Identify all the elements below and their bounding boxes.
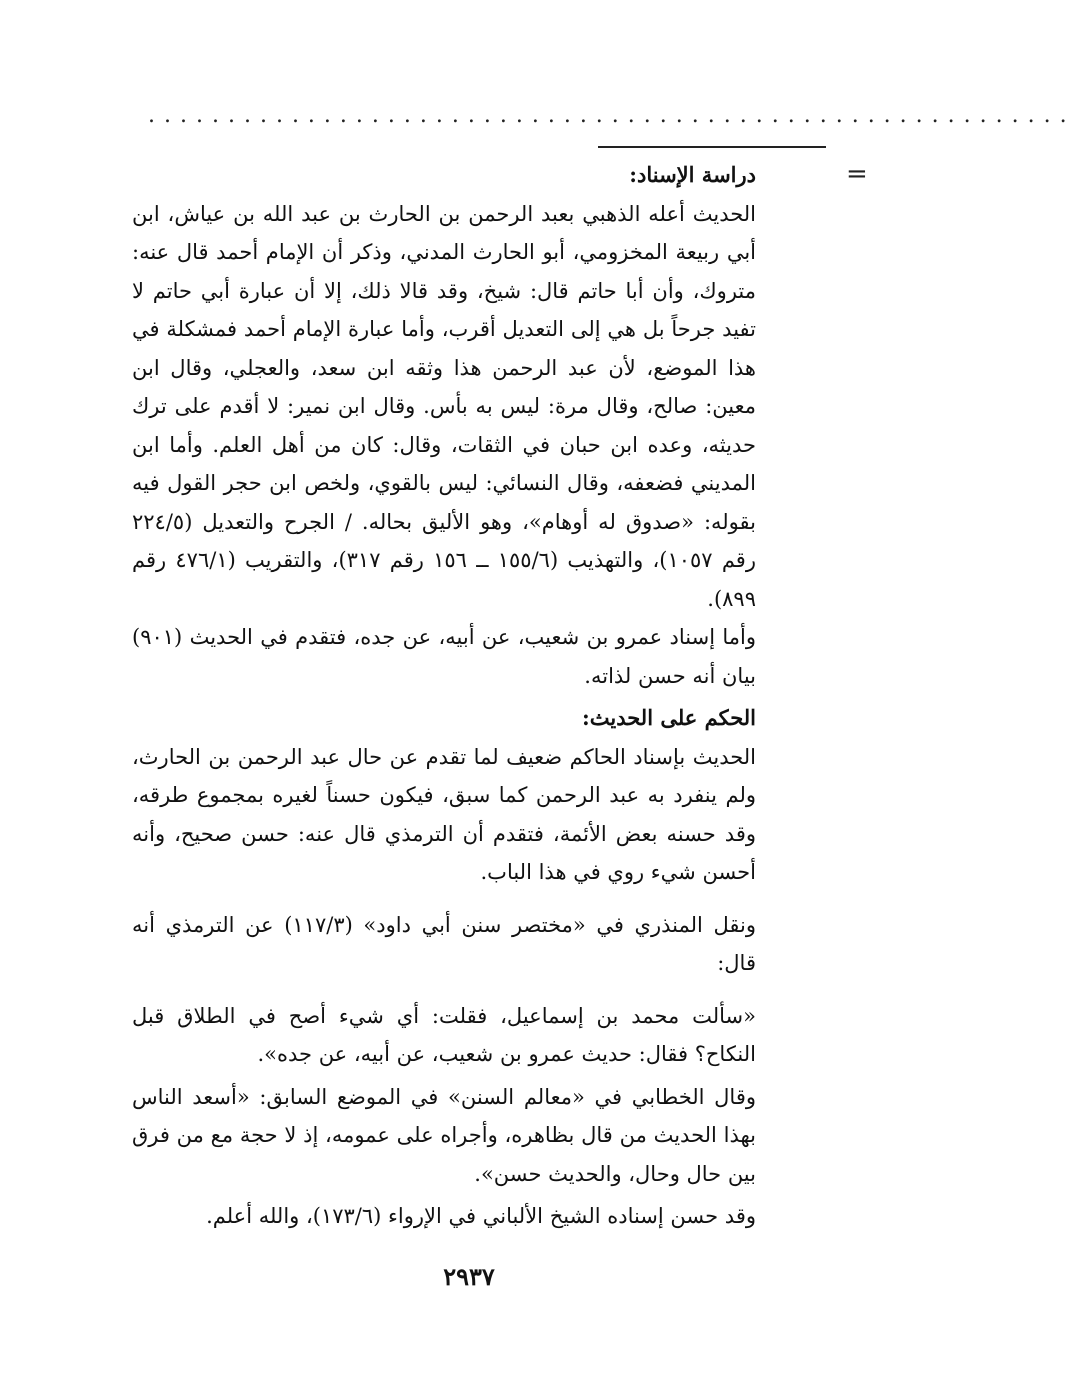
ruling-paragraph-3: «سألت محمد بن إسماعيل، فقلت: أي شيء أصح في الطلاق قبل النكاح؟ فقال: حديث عمرو بن شعيب، عن أبيه، عن جده». [132,1003,756,1066]
ruling-paragraph-4: وقال الخطابي في «معالم السنن» في الموضع السابق: «أسعد الناس بهذا الحديث من قال بظاهره، وأجراه على عمومه، إذ لا حجة مع من فرق بين حال وحال، والحديث حسن». [132,1084,756,1186]
ruling-paragraph-5: وقد حسن إسناده الشيخ الألباني في الإرواء (١٧٣/٦)، والله أعلم. [206,1204,756,1228]
ruling-paragraph-1: الحديث بإسناد الحاكم ضعيف لما تقدم عن حال عبد الرحمن بن الحارث، ولم ينفرد به عبد الرحمن كما سبق، فيكون حسناً لغيره بمجموع طرقه، وقد حسنه بعض الأئمة، فتقدم أن الترمذي قال عنه: حسن صحيح، وأنه أحسن شيء روي في هذا الباب. [132,744,756,884]
page-body [132,156,756,1236]
heading-rule [598,146,826,148]
section-heading-hadith-ruling: الحكم على الحديث: [582,705,756,730]
page-number: ٢٩٣٧ [443,1262,495,1291]
section-heading-isnad-study: دراسة الإسناد: [629,162,756,187]
isnad-paragraph-1: الحديث أعله الذهبي بعبد الرحمن بن الحارث بن عبد الله بن عياش، ابن أبي ربيعة المخزومي، أبو الحارث المدني، وذكر أن الإمام أحمد قال عنه: متروك، وأن أبا حاتم قال: شيخ، وقد قالا ذلك، إلا أن عبارة أبي حاتم لا تفيد جرحاً بل هي إلى التعديل أقرب، وأما عبارة الإمام أحمد فمشكلة في هذا الموضع، لأن عبد الرحمن هذا وثقه ابن سعد، والعجلي، وقال ابن معين: صالح، وقال مرة: ليس به بأس. وقال ابن نمير: لا أقدم على ترك حديثه، وعده ابن حبان في الثقات، وقال: كان من أهل العلم. وأما ابن المديني فضعفه، وقال النسائي: ليس بالقوي، ولخص ابن حجر القول فيه بقوله: «صدوق له أوهام»، وهو الأليق بحاله. / الجرح والتعديل (٢٢٤/٥ رقم ١٠٥٧)، والتهذيب (١٥٥/٦ ــ ١٥٦ رقم ٣١٧)، والتقريب (٤٧٦/١ رقم ٨٩٩). [132,201,756,611]
top-dotted-separator: .......................................................... [148,103,1076,128]
margin-mark: = [846,159,868,189]
ruling-paragraph-2: ونقل المنذري في «مختصر سنن أبي داود» (١١٧/٣) عن الترمذي أنه قال: [132,912,756,975]
isnad-paragraph-2: وأما إسناد عمرو بن شعيب، عن أبيه، عن جده، فتقدم في الحديث (٩٠١) بيان أنه حسن لذاته. [132,625,756,688]
